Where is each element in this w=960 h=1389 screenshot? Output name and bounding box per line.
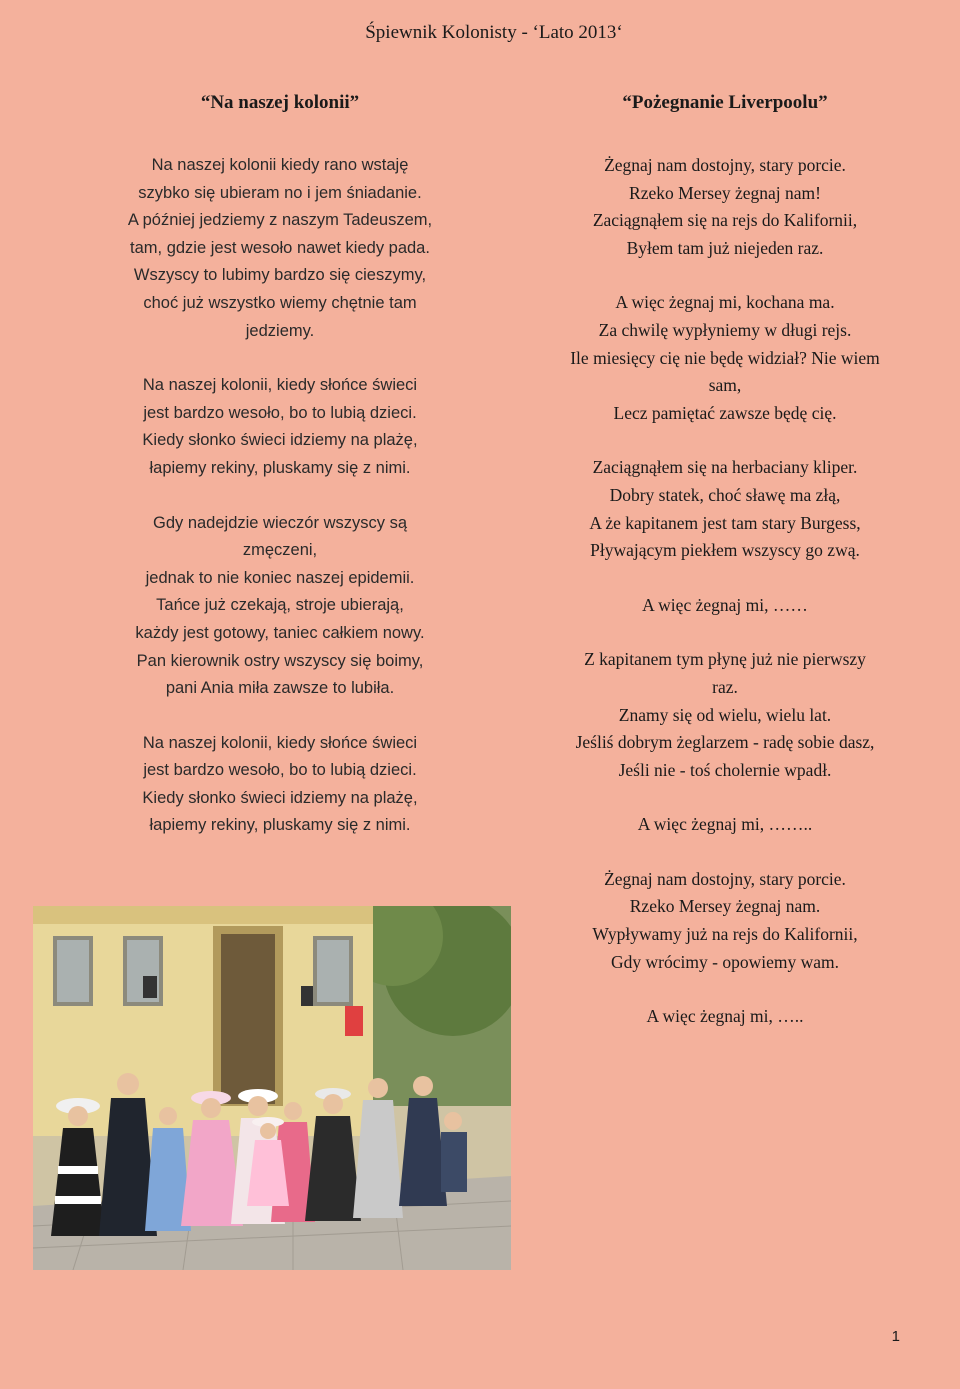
lyric-line: Zaciągnąłem się na herbaciany kliper. [592,457,858,478]
lyric-line: Tańce już czekają, stroje ubierają, [156,596,404,615]
lyric-line: jest bardzo wesoło, bo to lubią dzieci. [143,403,417,422]
lyric-line: Zaciągnąłem się na rejs do Kalifornii, [592,210,858,231]
song-title: “Na naszej kolonii” [200,92,360,113]
lyric-line: łapiemy rekiny, pluskamy się z nimi. [149,458,411,477]
lyric-line: Kiedy słonko świeci idziemy na plażę, [142,788,418,807]
lyric-line: Byłem tam już niejeden raz. [626,237,824,258]
lyric-line: A więc żegnaj mi, kochana ma. [615,292,835,313]
group-photo [33,906,511,1270]
lyric-line: Dobry statek, choć sławę ma złą, [609,484,841,505]
stanza [505,811,945,839]
lyric-line: Lecz pamiętać zawsze będę cię. [613,402,837,423]
lyric-line: raz. [712,676,738,697]
stanza [70,730,490,840]
group-photo-illustration [33,906,511,1270]
lyric-line: choć już wszystko wiemy chętnie tam [143,293,417,312]
lyric-line: A że kapitanem jest tam stary Burgess, [589,512,861,533]
lyric-line: Żegnaj nam dostojny, stary porcie. [604,868,846,889]
lyric-line: szybko się ubieram no i jem śniadanie. [138,183,422,202]
stanza [505,646,945,784]
lyric-line: A później jedziemy z naszym Tadeuszem, [127,211,433,230]
lyric-line: jest bardzo wesoło, bo to lubią dzieci. [143,761,417,780]
stanza [505,1003,945,1031]
stanza [70,510,490,703]
page-number: 1 [891,1328,900,1345]
lyric-line: Znamy się od wielu, wielu lat. [618,704,832,725]
lyric-line: jedziemy. [245,321,315,340]
lyric-line: Gdy wrócimy - opowiemy wam. [611,951,839,972]
lyric-line: A więc żegnaj mi, …… [642,594,808,615]
song-pozegnanie-liverpoolu [505,92,945,1058]
lyric-line: Na naszej kolonii kiedy rano wstaję [151,156,409,174]
lyric-line: Ile miesięcy cię nie będę widział? Nie wiem [570,347,880,368]
lyric-line: pani Ania miła zawsze to lubiła. [165,679,395,698]
lyric-line: Jeśliś dobrym żeglarzem - radę sobie dasz, [575,732,875,753]
stanza [70,152,490,345]
lyric-line: Wszyscy to lubimy bardzo się cieszymy, [133,266,427,285]
page-title: Śpiewnik Kolonisty - ‘Lato 2013‘ [365,22,623,43]
lyric-line: Wypływamy już na rejs do Kalifornii, [592,924,858,945]
song-body [505,152,945,1031]
lyric-line: A więc żegnaj mi, ….. [646,1006,804,1027]
lyric-line: Rzeko Mersey żegnaj nam! [629,182,821,203]
stanza [70,372,490,482]
song-na-naszej-kolonii [70,92,490,867]
lyric-line: zmęczeni, [242,541,318,560]
song-body [70,152,490,840]
lyric-line: Jeśli nie - toś cholernie wpadł. [618,759,832,780]
lyric-line: Za chwilę wypłyniemy w długi rejs. [598,319,852,340]
lyric-line: Na naszej kolonii, kiedy słońce świeci [142,376,418,395]
lyric-line: Kiedy słonko świeci idziemy na plażę, [142,431,418,450]
stanza [505,289,945,427]
lyric-line: Rzeko Mersey żegnaj nam. [629,896,821,917]
lyric-line: każdy jest gotowy, taniec całkiem nowy. [135,623,425,642]
lyric-line: jednak to nie koniec naszej epidemii. [145,568,415,587]
lyric-line: tam, gdzie jest wesoło nawet kiedy pada. [130,238,430,257]
lyric-line: Pan kierownik ostry wszyscy się boimy, [136,651,424,670]
lyric-line: sam, [708,375,742,396]
stanza [505,592,945,620]
lyric-line: Z kapitanem tym płynę już nie pierwszy [584,649,866,670]
stanza [505,454,945,564]
stanza [505,866,945,976]
lyric-line: Żegnaj nam dostojny, stary porcie. [604,155,846,175]
lyric-line: łapiemy rekiny, pluskamy się z nimi. [149,816,411,835]
lyric-line: Na naszej kolonii, kiedy słońce świeci [142,733,418,752]
stanza [505,152,945,262]
lyric-line: Pływającym piekłem wszyscy go zwą. [590,540,860,561]
lyric-line: A więc żegnaj mi, …….. [637,814,813,835]
lyric-line: Gdy nadejdzie wieczór wszyscy są [152,513,407,532]
song-title: “Pożegnanie Liverpoolu” [622,92,828,113]
